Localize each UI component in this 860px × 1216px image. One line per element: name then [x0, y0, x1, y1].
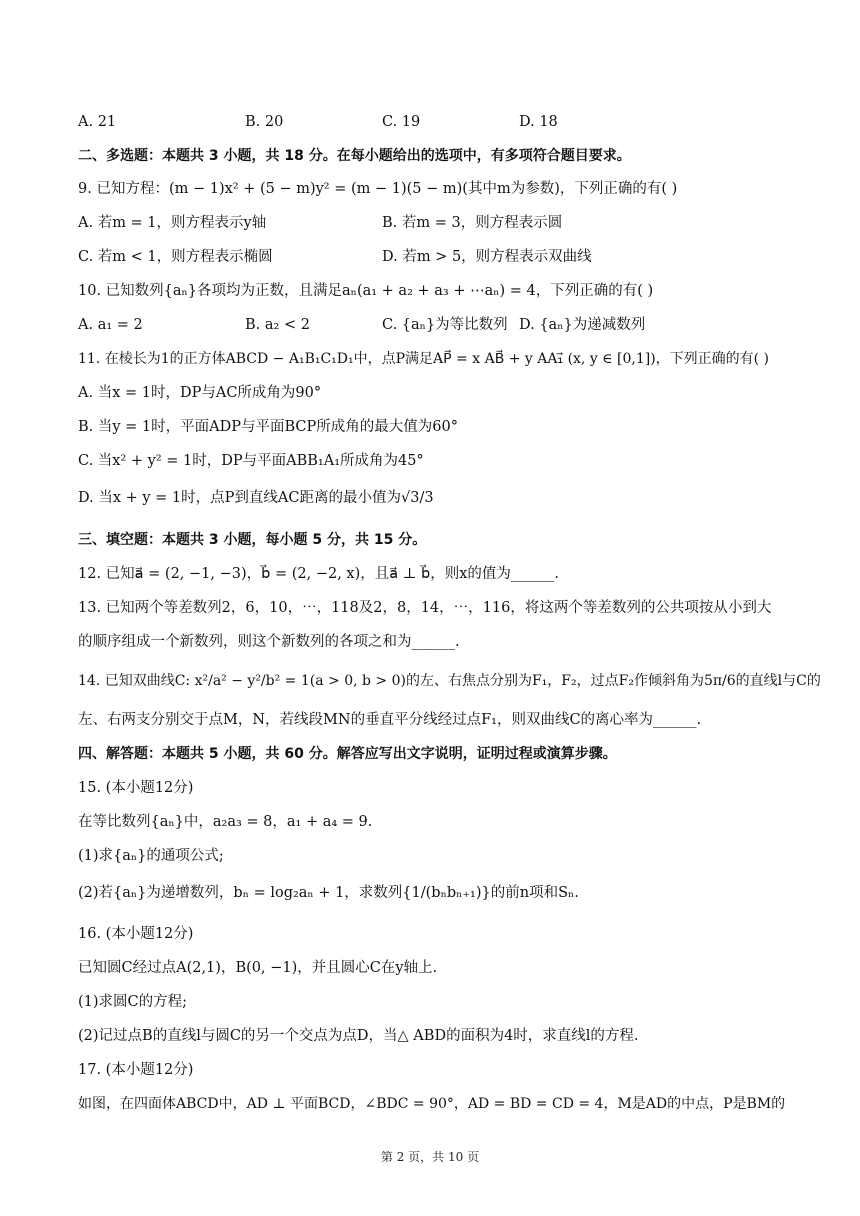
- sub-question: (1)求圆C的方程;: [78, 994, 188, 1010]
- option-d: D. 当x + y = 1时，点P到直线AC距离的最小值为√3/3: [78, 490, 434, 506]
- question-title: 15. (本小题12分): [78, 780, 194, 796]
- option-a: A. 当x = 1时，DP与AC所成角为90°: [78, 385, 322, 401]
- question-stem: 14. 已知双曲线C: x²/a² − y²/b² = 1(a > 0, b > 0)的左、右焦点分别为F₁，F₂，过点F₂作倾斜角为5π/6的直线l与C的: [78, 673, 821, 689]
- option-d: D. {aₙ}为递减数列: [519, 317, 646, 333]
- question-stem: 13. 已知两个等差数列2，6，10，⋯，118及2，8，14，⋯，116，将这两个等差数列的公共项按从小到大: [78, 600, 772, 616]
- question-stem: 如图，在四面体ABCD中，AD ⊥ 平面BCD，∠BDC = 90°，AD = BD = CD = 4，M是AD的中点，P是BM的: [78, 1096, 786, 1112]
- sub-question: (2)若{aₙ}为递增数列，bₙ = log₂aₙ + 1，求数列{1/(bₙbₙ₊₁)}的前n项和Sₙ.: [78, 885, 579, 901]
- question-title: 16. (本小题12分): [78, 926, 194, 942]
- sub-question: (1)求{aₙ}的通项公式;: [78, 848, 224, 864]
- section-header: 二、多选题：本题共 3 小题，共 18 分。在每小题给出的选项中，有多项符合题目要求。: [78, 148, 631, 164]
- question-stem: 10. 已知数列{aₙ}各项均为正数，且满足aₙ(a₁ + a₂ + a₃ + ⋯aₙ) = 4，下列正确的有( ): [78, 283, 654, 299]
- question-stem: 已知圆C经过点A(2,1)，B(0, −1)，并且圆心C在y轴上.: [78, 960, 438, 976]
- option-b: B. 若m = 3，则方程表示圆: [382, 215, 563, 231]
- sub-question: (2)记过点B的直线l与圆C的另一个交点为点D，当△ ABD的面积为4时，求直线l的方程.: [78, 1028, 639, 1044]
- option-d: D. 若m > 5，则方程表示双曲线: [382, 249, 592, 265]
- option-b: B. 当y = 1时，平面ADP与平面BCP所成角的最大值为60°: [78, 419, 458, 435]
- option-c: C. 当x² + y² = 1时，DP与平面ABB₁A₁所成角为45°: [78, 453, 424, 469]
- page-footer: 第 2 页，共 10 页: [380, 1150, 480, 1164]
- question-stem-continued: 的顺序组成一个新数列，则这个新数列的各项之和为______.: [78, 634, 460, 650]
- question-stem: 9. 已知方程：(m − 1)x² + (5 − m)y² = (m − 1)(5 − m)(其中m为参数)，下列正确的有( ): [78, 181, 678, 197]
- question-stem-continued: 左、右两支分别交于点M，N，若线段MN的垂直平分线经过点F₁，则双曲线C的离心率为______.: [78, 712, 702, 728]
- question-stem: 12. 已知a⃗ = (2, −1, −3)，b⃗ = (2, −2, x)，且a⃗ ⊥ b⃗，则x的值为______.: [78, 566, 559, 582]
- section-header: 四、解答题：本题共 5 小题，共 60 分。解答应写出文字说明，证明过程或演算步骤。: [78, 746, 617, 762]
- question-stem: 11. 在棱长为1的正方体ABCD − A₁B₁C₁D₁中，点P满足AP⃗ = x AB⃗ + y AA₁⃗ (x, y ∈ [0,1])，下列正确的有( ): [78, 351, 770, 367]
- option-a: A. a₁ = 2: [78, 317, 143, 333]
- option-c: C. 若m < 1，则方程表示椭圆: [78, 249, 273, 265]
- question-title: 17. (本小题12分): [78, 1062, 194, 1078]
- option-a: A. 若m = 1，则方程表示y轴: [78, 215, 267, 231]
- option-c: C. 19: [382, 114, 421, 130]
- section-header: 三、填空题：本题共 3 小题，每小题 5 分，共 15 分。: [78, 532, 427, 548]
- option-a: A. 21: [78, 114, 117, 130]
- option-b: B. 20: [245, 114, 284, 130]
- question-stem: 在等比数列{aₙ}中，a₂a₃ = 8，a₁ + a₄ = 9.: [78, 814, 373, 830]
- option-d: D. 18: [519, 114, 558, 130]
- option-b: B. a₂ < 2: [245, 317, 310, 333]
- option-c: C. {aₙ}为等比数列: [382, 317, 508, 333]
